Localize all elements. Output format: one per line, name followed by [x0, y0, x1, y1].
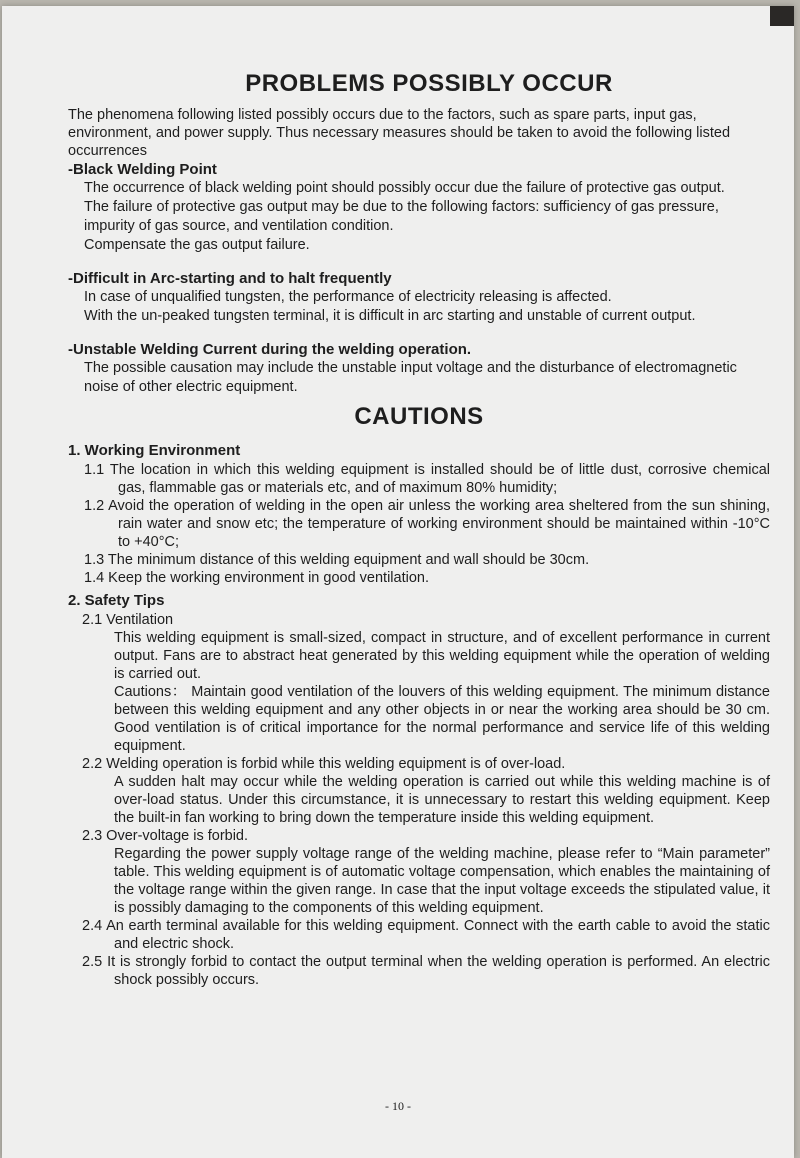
arc-line-1: In case of unqualified tungsten, the performance of electricity releasing is affected.	[84, 289, 612, 305]
overload-title: 2.2 Welding operation is forbid while this welding equipment is of over-load.	[82, 756, 566, 772]
cautions-title: CAUTIONS	[354, 403, 484, 430]
black-point-line-1: The occurrence of black welding point should possibly occur due the failure of protective gas output.	[84, 180, 725, 196]
black-point-heading: -Black Welding Point	[68, 161, 217, 178]
current-line-1: The possible causation may include the unstable input voltage and the disturbance of electromagnetic noise of other electric equipment.	[84, 360, 737, 395]
page-corner-shadow	[770, 6, 794, 26]
ventilation-body: This welding equipment is small-sized, compact in structure, and of excellent performance in current output. Fans are to abstract heat generated by this welding equipment while the operation of welding is carried out.	[114, 630, 770, 682]
arc-heading: -Difficult in Arc-starting and to halt frequently	[68, 270, 392, 287]
env-item-1-4: 1.4 Keep the working environment in good ventilation.	[84, 570, 429, 586]
earth-terminal-item: 2.4 An earth terminal available for this welding equipment. Connect with the earth cable to avoid the static and electric shock.	[82, 918, 770, 952]
page-content	[68, 70, 770, 989]
overvoltage-body: Regarding the power supply voltage range of the welding machine, please refer to “Main parameter” table. This welding equipment is of automatic voltage compensation, which enables the maintaining of the voltage range within the given range. In case that the input voltage exceeds the stipulated value, it is possibly damaging to the components of this welding equipment.	[114, 846, 770, 916]
safety-heading: 2. Safety Tips	[68, 592, 165, 609]
current-heading: -Unstable Welding Current during the welding operation.	[68, 341, 472, 358]
ventilation-caution: Cautions： Maintain good ventilation of the louvers of this welding equipment. The minimum distance between this welding equipment and any other objects in or near the working area should be 30 cm. Good ventilation is of critical importance for the normal performance and service life of this welding equipment.	[114, 684, 770, 754]
arc-line-2: With the un-peaked tungsten terminal, it is difficult in arc starting and unstable of current output.	[84, 308, 696, 324]
env-item-1-1: 1.1 The location in which this welding equipment is installed should be of little dust, corrosive chemical gas, flammable gas or materials etc, and of maximum 80% humidity;	[84, 462, 770, 496]
problems-intro: The phenomena following listed possibly occurs due to the factors, such as spare parts, input gas, environment, and power supply. Thus necessary measures should be taken to avoid the following listed occurrences	[68, 107, 731, 159]
manual-page	[2, 6, 794, 1158]
overvoltage-title: 2.3 Over-voltage is forbid.	[82, 828, 249, 844]
page-number: - 10 -	[385, 1099, 411, 1113]
output-terminal-item: 2.5 It is strongly forbid to contact the output terminal when the welding operation is performed. An electric shock possibly occurs.	[82, 954, 770, 988]
env-item-1-2: 1.2 Avoid the operation of welding in the open air unless the working area sheltered from the sun shining, rain water and snow etc; the temperature of working environment should be maintained within -10°C to +40°C;	[84, 498, 770, 550]
problems-title: PROBLEMS POSSIBLY OCCUR	[245, 70, 613, 97]
black-point-line-2: The failure of protective gas output may be due to the following factors: sufficiency of gas pressure, impurity of gas source, and ventilation condition.	[84, 199, 719, 234]
env-heading: 1. Working Environment	[68, 442, 241, 459]
overload-body: A sudden halt may occur while the welding operation is carried out while this welding machine is of over-load status. Under this circumstance, it is unnecessary to restart this welding equipment. Keep the built-in fan working to bring down the temperature inside this welding equipment.	[114, 774, 770, 826]
black-point-line-3: Compensate the gas output failure.	[84, 237, 310, 253]
env-item-1-3: 1.3 The minimum distance of this welding equipment and wall should be 30cm.	[84, 552, 590, 568]
ventilation-title: 2.1 Ventilation	[82, 612, 174, 628]
